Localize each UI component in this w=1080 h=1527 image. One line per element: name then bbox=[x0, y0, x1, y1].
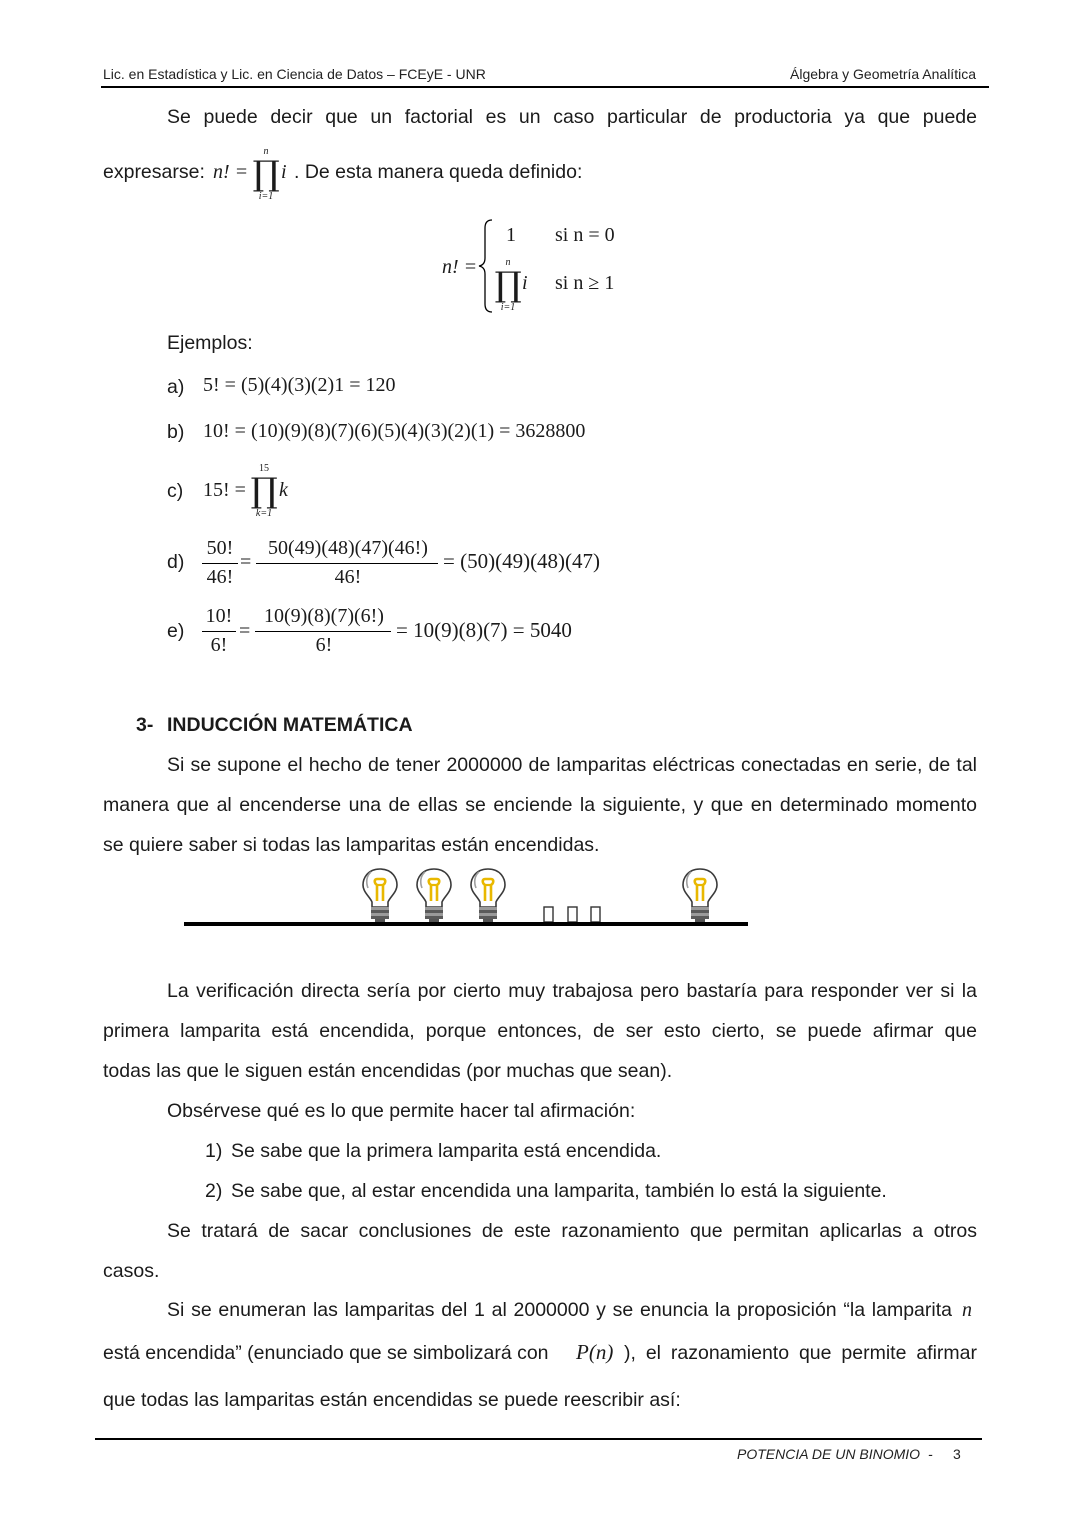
case1-condition: si n = 0 bbox=[555, 224, 615, 246]
fraction-bar bbox=[202, 631, 236, 632]
example-d-eq: = bbox=[240, 551, 252, 573]
p4-line-2: casos. bbox=[103, 1260, 160, 1282]
fraction-bar bbox=[202, 563, 238, 564]
example-c-top: 15 bbox=[259, 463, 269, 474]
section-number: 3- bbox=[136, 714, 154, 736]
p1-line-2: manera que al encenderse una de ellas se enciende la siguiente, y que en determinado momento bbox=[103, 794, 977, 816]
example-d-label: d) bbox=[167, 551, 185, 573]
bulbs-figure bbox=[180, 866, 752, 930]
product-symbol: ∏ bbox=[494, 265, 522, 305]
fraction-bar bbox=[255, 631, 391, 632]
list-item-1-num: 1) bbox=[205, 1140, 223, 1162]
bulb-icon bbox=[363, 869, 397, 923]
examples-title: Ejemplos: bbox=[167, 332, 253, 354]
case2-term: i bbox=[522, 272, 528, 294]
inline-product bbox=[251, 146, 281, 202]
bulb-icon bbox=[417, 869, 451, 923]
example-b-label: b) bbox=[167, 421, 185, 443]
header-right: Álgebra y Geometría Analítica bbox=[790, 66, 976, 82]
def-prod-bottom: i=1 bbox=[500, 302, 516, 313]
list-item-1-text: Se sabe que la primera lamparita está encendida. bbox=[231, 1140, 662, 1162]
p5-line-1: Si se enumeran las lamparitas del 1 al 2000000 y se enuncia la proposición “la lamparita bbox=[167, 1299, 952, 1321]
p1-line-3: se quiere saber si todas las lamparitas están encendidas. bbox=[103, 834, 600, 856]
bulb-icon bbox=[683, 869, 717, 923]
example-d-num2: 50(49)(48)(47)(46!) bbox=[268, 537, 428, 559]
footer-separator: - bbox=[928, 1446, 933, 1462]
example-e-den1: 6! bbox=[210, 634, 228, 656]
example-e-den2: 6! bbox=[315, 634, 333, 656]
header-rule bbox=[101, 86, 989, 88]
intro-line-2-b: . De esta manera queda definido: bbox=[294, 161, 583, 183]
inline-prod-bottom: i=1 bbox=[258, 191, 274, 202]
p2-line-1: La verificación directa sería por cierto muy trabajosa pero bastaría para responder ver si la bbox=[167, 980, 977, 1002]
p5-line-2-a: está encendida” (enunciado que se simbolizará con bbox=[103, 1342, 549, 1364]
inline-nfact: n! = bbox=[213, 161, 249, 183]
p5-proposition: P(n) bbox=[576, 1340, 614, 1364]
list-item-2-num: 2) bbox=[205, 1180, 223, 1202]
example-c-product bbox=[248, 463, 280, 519]
case1-value: 1 bbox=[506, 224, 516, 246]
def-product bbox=[493, 257, 523, 313]
fraction-bar bbox=[256, 563, 438, 564]
def-lhs: n! = bbox=[442, 256, 478, 278]
example-d-num1: 50! bbox=[206, 537, 234, 559]
example-d-den1: 46! bbox=[206, 566, 234, 588]
p5-var-n: n bbox=[962, 1299, 972, 1321]
wire-line bbox=[184, 922, 748, 926]
ellipsis-box-icon bbox=[544, 907, 553, 922]
p2-line-2: primera lamparita está encendida, porque entonces, de ser esto cierto, se puede afirmar que bbox=[103, 1020, 977, 1042]
example-c-bottom: k=1 bbox=[255, 508, 273, 519]
product-symbol: ∏ bbox=[252, 154, 280, 194]
example-d-den2: 46! bbox=[334, 566, 362, 588]
ellipsis-box-icon bbox=[568, 907, 577, 922]
example-e-num1: 10! bbox=[205, 605, 233, 627]
p5-line-2-b: ), el razonamiento que permite afirmar bbox=[624, 1342, 977, 1364]
p5-line-3: que todas las lamparitas están encendidas se puede reescribir así: bbox=[103, 1389, 681, 1411]
footer-rule bbox=[95, 1438, 982, 1440]
bulb-icon bbox=[471, 869, 505, 923]
p3: Obsérvese qué es lo que permite hacer tal afirmación: bbox=[167, 1100, 636, 1122]
example-d-rhs: = (50)(49)(48)(47) bbox=[443, 549, 601, 573]
intro-line-2-a: expresarse: bbox=[103, 161, 205, 183]
example-a-label: a) bbox=[167, 376, 185, 398]
def-prod-top: n bbox=[505, 257, 511, 268]
ellipsis-box-icon bbox=[591, 907, 600, 922]
p4-line-1: Se tratará de sacar conclusiones de este razonamiento que permitan aplicarlas a otros bbox=[167, 1220, 977, 1242]
example-a-expr: 5! = (5)(4)(3)(2)1 = 120 bbox=[203, 374, 396, 396]
example-c-term: k bbox=[279, 479, 288, 501]
example-e-label: e) bbox=[167, 620, 185, 642]
page-number: 3 bbox=[953, 1446, 961, 1462]
footer-title: POTENCIA DE UN BINOMIO bbox=[737, 1446, 921, 1462]
example-e-eq: = bbox=[239, 620, 251, 642]
example-c-lhs: 15! = bbox=[203, 479, 246, 501]
product-symbol: ∏ bbox=[250, 471, 278, 511]
section-title: INDUCCIÓN MATEMÁTICA bbox=[167, 714, 413, 736]
header-left: Lic. en Estadística y Lic. en Ciencia de Datos – FCEyE - UNR bbox=[103, 66, 486, 82]
intro-line-1: Se puede decir que un factorial es un caso particular de productoria ya que puede bbox=[167, 106, 977, 128]
case2-condition: si n ≥ 1 bbox=[555, 272, 615, 294]
list-item-2-text: Se sabe que, al estar encendida una lamparita, también lo está la siguiente. bbox=[231, 1180, 887, 1202]
p1-line-1: Si se supone el hecho de tener 2000000 de lamparitas eléctricas conectadas en serie, de tal bbox=[167, 754, 977, 776]
example-e-rhs: = 10(9)(8)(7) = 5040 bbox=[396, 618, 572, 642]
example-b-expr: 10! = (10)(9)(8)(7)(6)(5)(4)(3)(2)(1) = 3628800 bbox=[203, 420, 586, 442]
example-e-num2: 10(9)(8)(7)(6!) bbox=[264, 605, 384, 627]
p2-line-3: todas las que le siguen están encendidas (por muchas que sean). bbox=[103, 1060, 673, 1082]
inline-term: i bbox=[281, 161, 287, 183]
inline-prod-top: n bbox=[263, 146, 269, 157]
example-c-label: c) bbox=[167, 480, 184, 502]
